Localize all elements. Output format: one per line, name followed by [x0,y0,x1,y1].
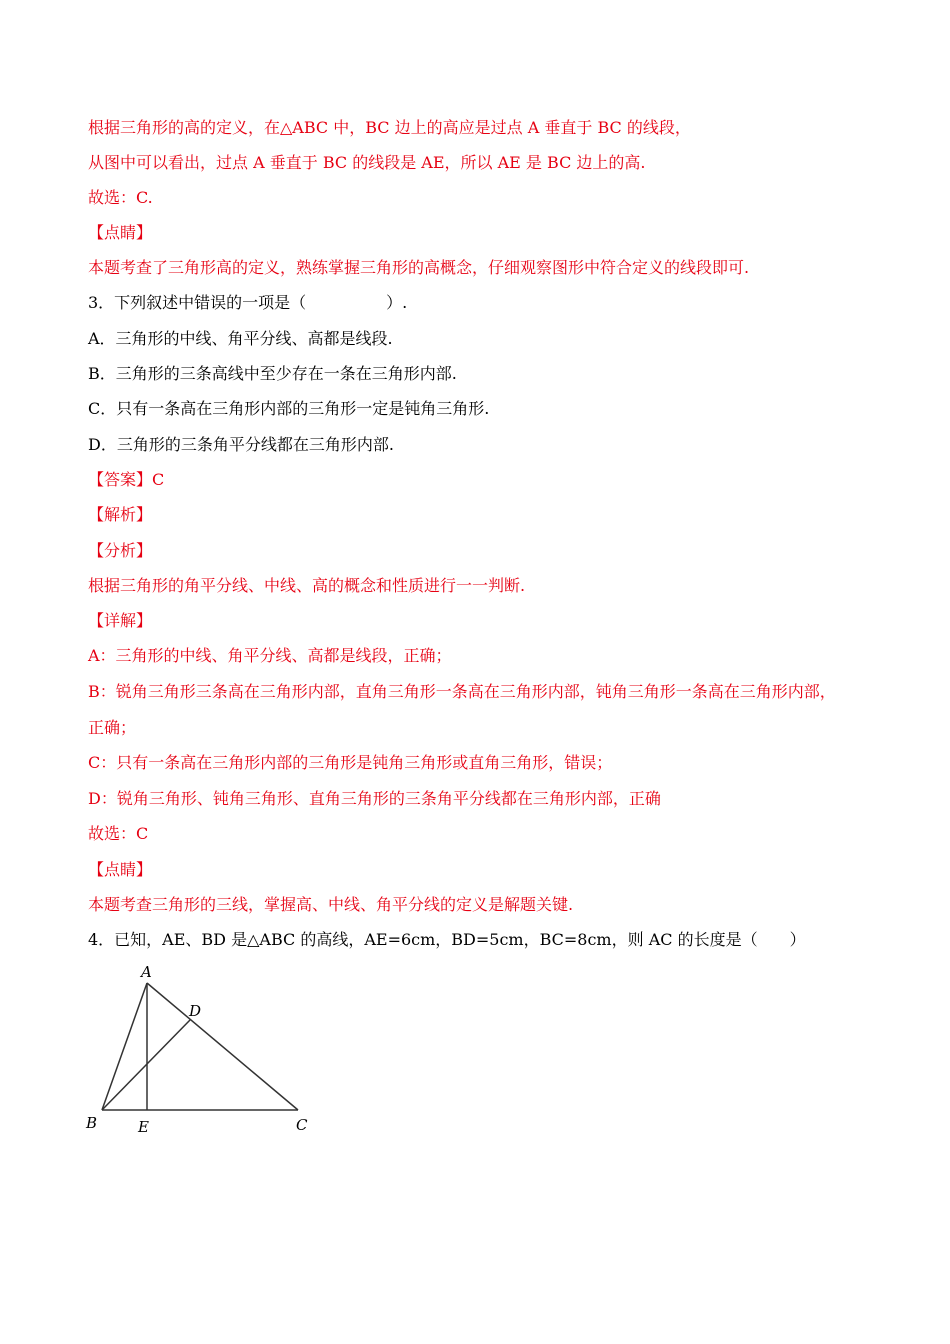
text-line: D．三角形的三条角平分线都在三角形内部. [88,435,394,454]
segment-ab [102,983,147,1110]
text-line: 【解析】 [88,505,153,524]
text-line: 故选：C. [88,188,153,207]
text-line: D：锐角三角形、钝角三角形、直角三角形的三条角平分线都在三角形内部，正确 [88,789,661,808]
segment-ac [147,983,298,1110]
label-a: A [141,963,152,981]
label-c: C [296,1116,308,1134]
text-line: C．只有一条高在三角形内部的三角形一定是钝角三角形. [88,399,490,418]
text-line: 【分析】 [88,541,153,560]
label-e: E [138,1118,149,1136]
text-line: 从图中可以看出，过点 A 垂直于 BC 的线段是 AE，所以 AE 是 BC 边上的高. [88,153,646,172]
text-line: B．三角形的三条高线中至少存在一条在三角形内部. [88,364,457,383]
text-line: 正确； [88,718,137,737]
text-line: 3．下列叙述中错误的一项是（ ）. [88,293,408,312]
text-line: A：三角形的中线、角平分线、高都是线段，正确； [88,646,452,665]
text-line: 【点睛】 [88,223,153,242]
text-line: A．三角形的中线、角平分线、高都是线段. [88,329,393,348]
text-line: B：锐角三角形三条高在三角形内部，直角三角形一条高在三角形内部，钝角三角形一条高在三角形内部， [88,682,836,701]
text-line: 【详解】 [88,611,153,630]
text-line: 4．已知，AE、BD 是△ABC 的高线，AE=6cm，BD=5cm，BC=8cm，则 AC 的长度是（ ） [88,930,806,949]
label-b: B [86,1114,98,1132]
text-line: 本题考查三角形的三线，掌握高、中线、角平分线的定义是解题关键. [88,895,574,914]
text-line: 【点睛】 [88,860,153,879]
text-line: 故选：C [88,824,149,843]
text-line: 【答案】C [88,470,165,489]
text-line: C：只有一条高在三角形内部的三角形是钝角三角形或直角三角形，错误； [88,753,613,772]
triangle-figure [80,960,340,1150]
text-line: 根据三角形的高的定义，在△ABC 中，BC 边上的高应是过点 A 垂直于 BC 的线段， [88,118,691,137]
altitude-bd [102,1020,190,1110]
text-line: 根据三角形的角平分线、中线、高的概念和性质进行一一判断. [88,576,526,595]
text-line: 本题考查了三角形高的定义，熟练掌握三角形的高概念，仔细观察图形中符合定义的线段即可. [88,258,750,277]
label-d: D [189,1002,202,1020]
